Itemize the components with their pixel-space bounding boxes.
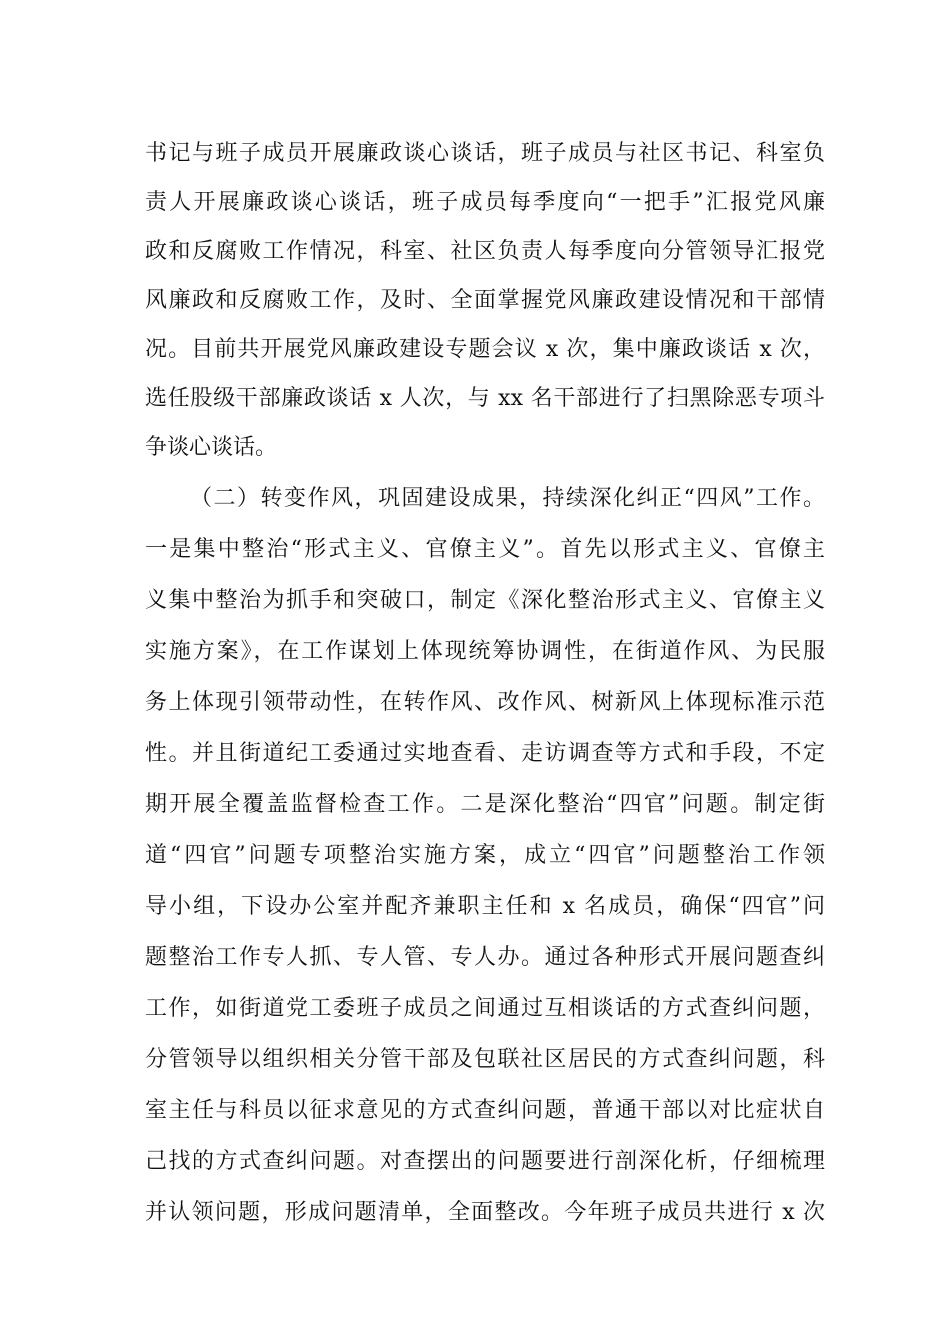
text-line-10: 义集中整治为抓手和突破口，制定《深化整治形式主义、官僚主义 bbox=[145, 588, 825, 613]
text-line-11: 实施方案》，在工作谋划上体现统筹协调性，在街道作风、为民服 bbox=[145, 639, 825, 664]
text-line-3: 政和反腐败工作情况，科室、社区负责人每季度向分管领导汇报党 bbox=[145, 239, 825, 264]
text-line-2: 责人开展廉政谈心谈话，班子成员每季度向“一把手”汇报党风廉 bbox=[145, 190, 825, 215]
text-line-19: 分管领导以组织相关分管干部及包联社区居民的方式查纠问题，科 bbox=[145, 1047, 825, 1072]
text-line-5: 况。目前共开展党风廉政建设专题会议 x 次，集中廉政谈话 x 次， bbox=[145, 337, 825, 362]
text-line-12: 务上体现引领带动性，在转作风、改作风、树新风上体现标准示范 bbox=[145, 690, 825, 715]
text-line-16: 导小组，下设办公室并配齐兼职主任和 x 名成员，确保“四官”问 bbox=[145, 894, 825, 919]
text-line-17: 题整治工作专人抓、专人管、专人办。通过各种形式开展问题查纠 bbox=[145, 945, 825, 970]
text-line-22: 并认领问题，形成问题清单，全面整改。今年班子成员共进行 x 次 bbox=[145, 1200, 825, 1225]
text-line-4: 风廉政和反腐败工作，及时、全面掌握党风廉政建设情况和干部情 bbox=[145, 288, 825, 313]
section-heading-2: （二）转变作风，巩固建设成果，持续深化纠正“四风”工作。 bbox=[190, 486, 825, 511]
text-line-21: 己找的方式查纠问题。对查摆出的问题要进行剖深化析，仔细梳理 bbox=[145, 1149, 825, 1174]
text-line-20: 室主任与科员以征求意见的方式查纠问题，普通干部以对比症状自 bbox=[145, 1098, 825, 1123]
text-line-7: 争谈心谈话。 bbox=[145, 435, 278, 460]
text-line-6: 选任股级干部廉政谈话 x 人次，与 xx 名干部进行了扫黑除恶专项斗 bbox=[145, 386, 825, 411]
text-line-9: 一是集中整治“形式主义、官僚主义”。首先以形式主义、官僚主 bbox=[145, 537, 825, 562]
text-line-18: 工作，如街道党工委班子成员之间通过互相谈话的方式查纠问题， bbox=[145, 996, 825, 1021]
text-line-13: 性。并且街道纪工委通过实地查看、走访调查等方式和手段，不定 bbox=[145, 741, 825, 766]
text-line-14: 期开展全覆盖监督检查工作。二是深化整治“四官”问题。制定街 bbox=[145, 792, 825, 817]
text-line-15: 道“四官”问题专项整治实施方案，成立“四官”问题整治工作领 bbox=[145, 843, 825, 868]
text-line-1: 书记与班子成员开展廉政谈心谈话，班子成员与社区书记、科室负 bbox=[145, 141, 825, 166]
